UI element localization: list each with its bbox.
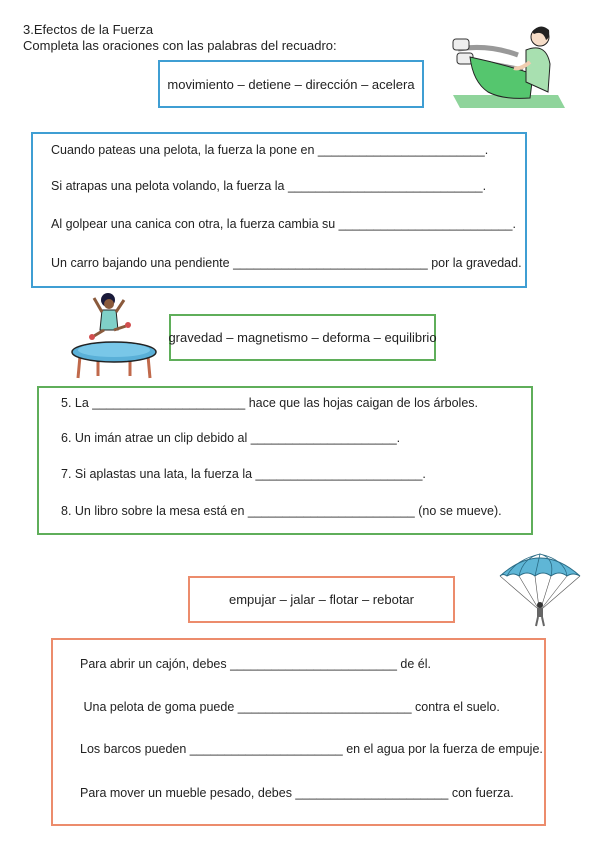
sentence-2-5: 5. La ______________________ hace que las hojas caigan de los árboles. [61,396,479,410]
sentence-2-7: 7. Si aplastas una lata, la fuerza la ________________________. [61,467,426,481]
word-bank-2-text: gravedad – magnetismo – deforma – equilibrio [168,330,437,345]
word-bank-2 [169,314,436,361]
sentence-2-6: 6. Un imán atrae un clip debido al _____________________. [61,431,401,445]
word-bank-1-text: movimiento – detiene – dirección – acelera [167,76,415,92]
word-bank-3-text: empujar – jalar – flotar – rebotar [229,592,414,607]
trampoline-girl-icon [68,290,160,380]
sentence-3-3: Los barcos pueden ______________________ en el agua por la fuerza de empuje. [80,742,543,756]
sentence-3-4: Para mover un mueble pesado, debes ______________________ con fuerza. [80,786,514,800]
sentence-3-1: Para abrir un cajón, debes ________________________ de él. [80,657,431,671]
sentence-1-3: Al golpear una canica con otra, la fuerza cambia su _________________________. [51,217,516,231]
word-bank-3 [188,576,455,623]
parachute-icon [497,550,583,630]
worksheet-title: 3.Efectos de la Fuerza [23,22,154,37]
sentence-1-4: Un carro bajando una pendiente ____________________________ por la gravedad. [51,256,522,270]
sentence-1-2: Si atrapas una pelota volando, la fuerza la ____________________________. [51,179,487,193]
word-bank-1 [158,60,424,108]
sentence-1-1: Cuando pateas una pelota, la fuerza la pone en ________________________. [51,143,489,157]
worksheet-instruction: Completa las oraciones con las palabras del recuadro: [23,38,337,53]
sentence-2-8: 8. Un libro sobre la mesa está en ________________________ (no se mueve). [61,504,502,518]
person-exercise-icon [448,22,568,112]
sentence-3-2: Una pelota de goma puede _________________________ contra el suelo. [80,700,500,714]
